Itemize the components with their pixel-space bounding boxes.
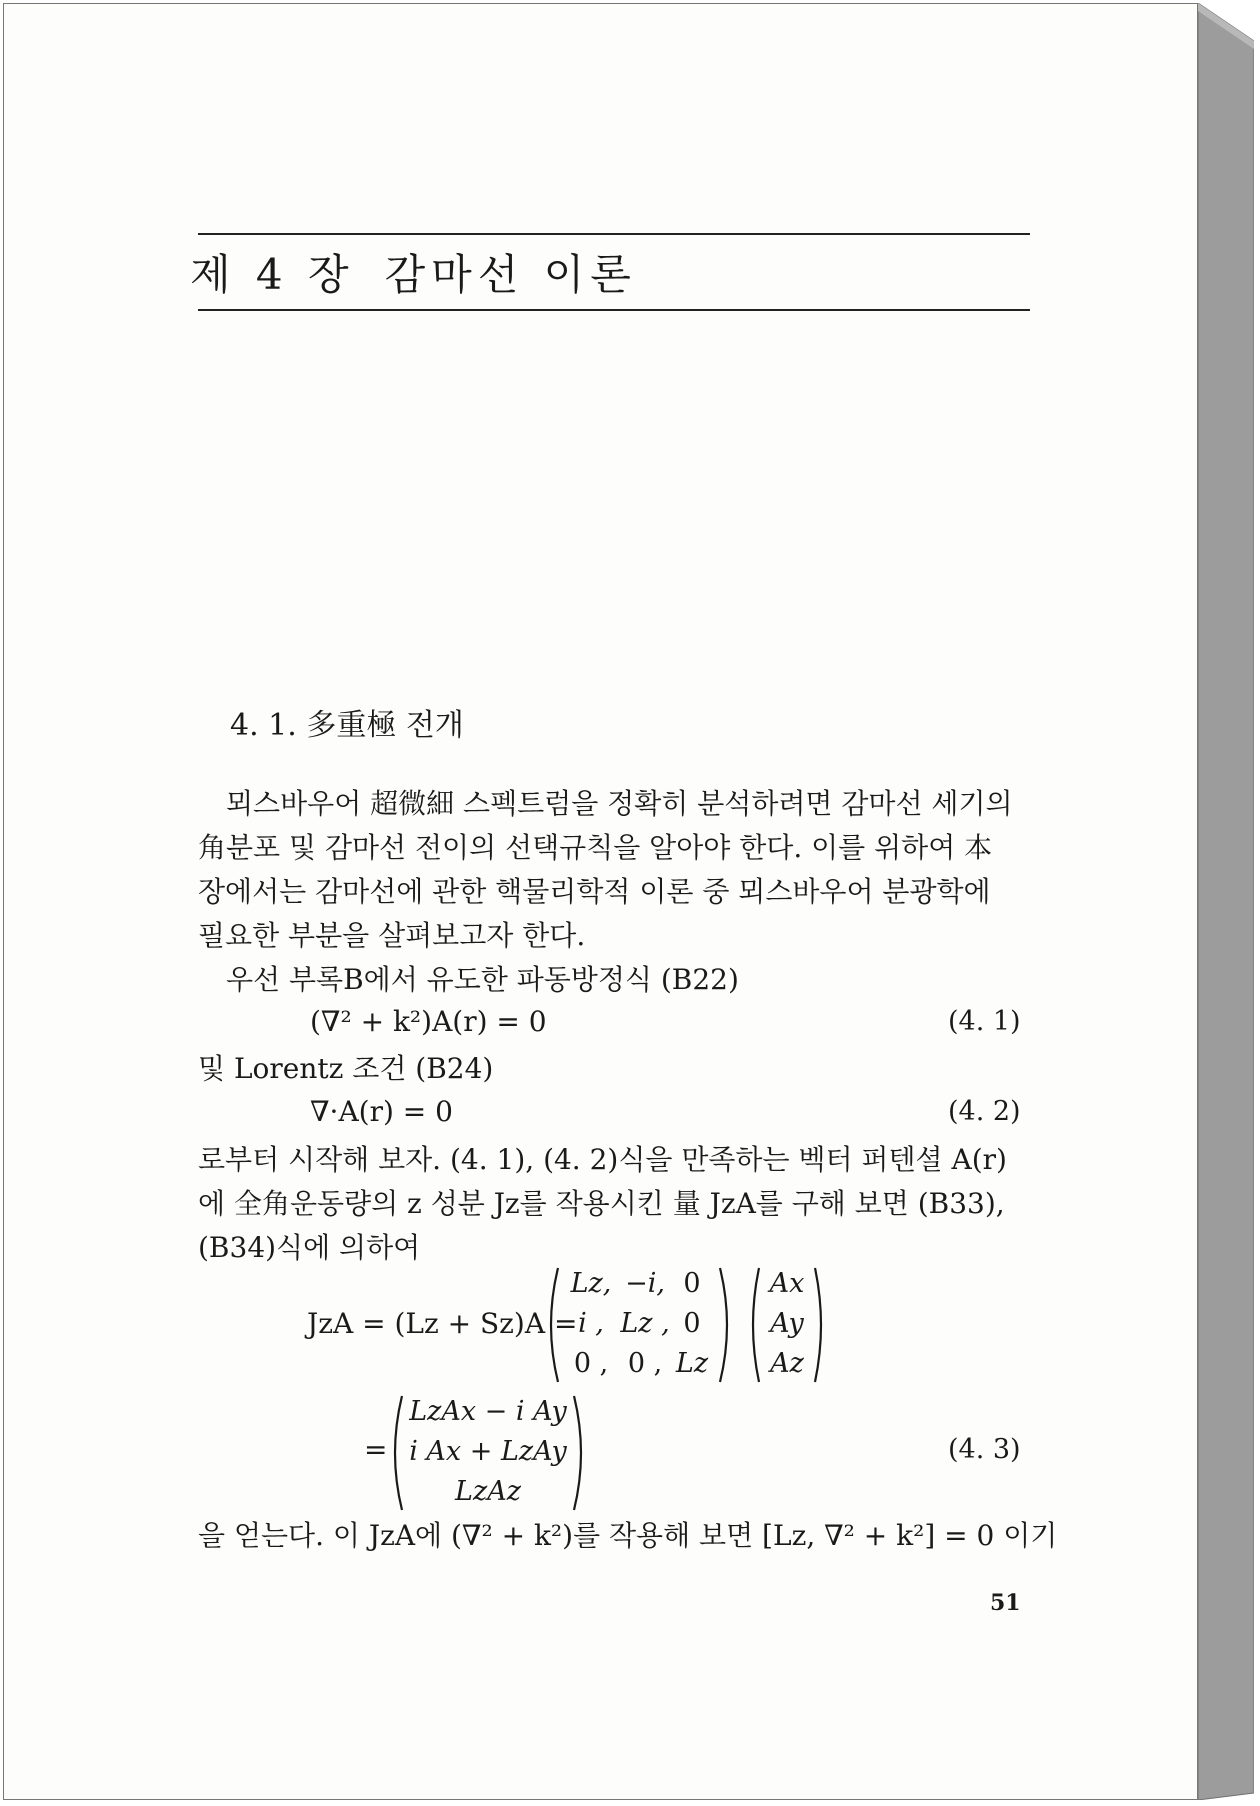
equation-number-4-3: (4. 3) — [948, 1434, 1021, 1465]
vector-cell: Az — [770, 1348, 804, 1379]
vector-cell: Ax — [769, 1268, 805, 1299]
matrix-cell: i , — [578, 1308, 604, 1339]
result-cell: LzAx − i Ay — [409, 1396, 567, 1427]
matrix-cell: 0 — [683, 1308, 701, 1339]
result-cell: i Ax + LzAy — [409, 1436, 567, 1467]
matrix-cell: 0 , — [627, 1348, 663, 1379]
wave-equation-intro: 우선 부록B에서 유도한 파동방정식 (B22) — [226, 963, 739, 996]
equation-number-4-1: (4. 1) — [948, 1006, 1021, 1037]
section-heading: 4. 1. 多重極 전개 — [230, 708, 464, 743]
result-cell: LzAz — [455, 1476, 521, 1507]
paragraph-line: 뫼스바우어 超微細 스펙트럼을 정확히 분석하려면 감마선 세기의 — [226, 787, 1013, 820]
vector-A — [747, 1266, 827, 1384]
operator-matrix — [544, 1266, 734, 1384]
chapter-bottom-rule — [198, 309, 1030, 311]
chapter-title: 감마선 이론 — [384, 250, 637, 299]
matrix-cell: Lz — [675, 1348, 709, 1379]
matrix-cell: −i, — [625, 1268, 665, 1299]
matrix-cell: 0 , — [573, 1348, 609, 1379]
paragraph-line: 필요한 부분을 살펴보고자 한다. — [198, 919, 586, 952]
paragraph-line: 장에서는 감마선에 관한 핵물리학적 이론 중 뫼스바우어 분광학에 — [198, 875, 991, 908]
equation-4-3-lhs: JzA = (Lz + Sz)A = — [307, 1307, 578, 1340]
paragraph-line: 을 얻는다. 이 JzA에 (∇² + k²)를 작용해 보면 [Lz, ∇² + k²] = 0 이기 — [198, 1519, 1058, 1552]
equation-4-2: ∇·A(r) = 0 — [310, 1095, 453, 1128]
paragraph-line: 에 全角운동량의 z 성분 Jz를 작용시킨 量 JzA를 구해 보면 (B33), — [198, 1187, 1005, 1220]
book-page — [3, 3, 1198, 1800]
equation-4-1: (∇² + k²)A(r) = 0 — [310, 1005, 547, 1038]
page-edge-shading — [1198, 3, 1254, 1800]
paragraph-line: 로부터 시작해 보자. (4. 1), (4. 2)식을 만족하는 벡터 퍼텐셜 A(r) — [198, 1143, 1007, 1176]
paragraph-line: (B34)식에 의하여 — [198, 1231, 421, 1264]
equation-number-4-2: (4. 2) — [948, 1096, 1021, 1127]
matrix-cell: Lz, — [570, 1268, 612, 1299]
result-equals-sign: = — [364, 1433, 388, 1466]
page-number: 51 — [990, 1590, 1021, 1616]
result-vector — [388, 1394, 588, 1512]
chapter-heading — [190, 242, 667, 302]
matrix-cell: 0 — [683, 1268, 701, 1299]
matrix-cell: Lz , — [620, 1308, 670, 1339]
book-spine — [1198, 3, 1254, 1800]
chapter-number: 제 4 장 — [190, 250, 355, 299]
lorentz-intro: 및 Lorentz 조건 (B24) — [198, 1052, 494, 1085]
vector-cell: Ay — [770, 1308, 804, 1339]
chapter-top-rule — [198, 233, 1030, 235]
paragraph-line: 角분포 및 감마선 전이의 선택규칙을 알아야 한다. 이를 위하여 本 — [198, 831, 993, 864]
